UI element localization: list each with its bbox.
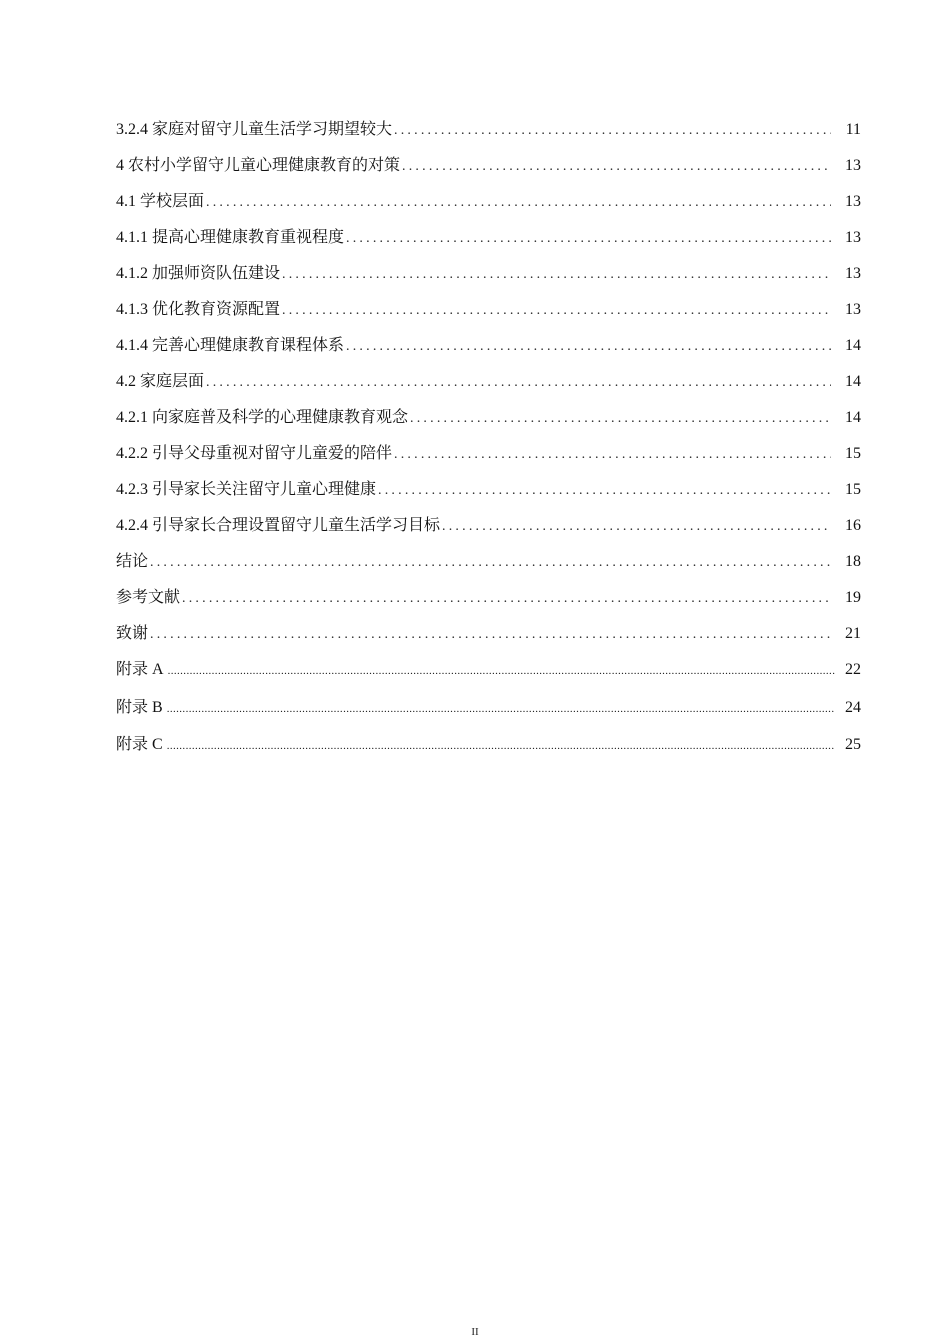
toc-entry[interactable] — [116, 624, 861, 660]
toc-leader-dots — [206, 373, 831, 393]
toc-leader-dots — [167, 699, 835, 719]
toc-leader-dots — [282, 301, 831, 321]
toc-entry-label: 4.1 学校层面 — [116, 193, 205, 210]
toc-entry[interactable] — [116, 372, 861, 408]
page-number: II — [471, 1326, 479, 1338]
toc-entry[interactable] — [116, 336, 861, 372]
toc-entry-label: 4.1.3 优化教育资源配置 — [116, 301, 281, 318]
toc-entry-page: 13 — [845, 301, 861, 318]
toc-leader-dots — [346, 337, 831, 357]
toc-leader-dots — [206, 193, 831, 213]
toc-entry[interactable] — [116, 300, 861, 336]
toc-entry-label: 4.2 家庭层面 — [116, 373, 205, 390]
toc-entry-page: 11 — [845, 121, 861, 138]
toc-entry[interactable] — [116, 408, 861, 444]
toc-entry-label: 4.2.4 引导家长合理设置留守儿童生活学习目标 — [116, 517, 441, 534]
toc-entry[interactable] — [116, 660, 861, 698]
toc-entry[interactable] — [116, 264, 861, 300]
toc-leader-dots — [150, 625, 831, 645]
toc-entry-page: 13 — [845, 265, 861, 282]
toc-entry-page: 18 — [845, 553, 861, 570]
toc-entry-page: 15 — [845, 445, 861, 462]
toc-entry-page: 14 — [845, 337, 861, 354]
toc-entry-page: 19 — [845, 589, 861, 606]
toc-entry-label: 4.1.2 加强师资队伍建设 — [116, 265, 281, 282]
toc-entry-page: 15 — [845, 481, 861, 498]
toc-entry[interactable] — [116, 120, 861, 156]
toc-entry[interactable] — [116, 192, 861, 228]
toc-leader-dots — [402, 157, 831, 177]
toc-entry-label: 4 农村小学留守儿童心理健康教育的对策 — [116, 157, 401, 174]
toc-entry-page: 16 — [845, 517, 861, 534]
toc-entry-label: 4.2.3 引导家长关注留守儿童心理健康 — [116, 481, 377, 498]
toc-entry-page: 14 — [845, 409, 861, 426]
toc-entry-page: 13 — [845, 229, 861, 246]
toc-entry-page: 24 — [845, 698, 861, 716]
toc-entry[interactable] — [116, 444, 861, 480]
toc-leader-dots — [168, 661, 835, 681]
toc-entry-label: 参考文献 — [116, 589, 181, 606]
toc-entry-label: 结论 — [116, 553, 149, 570]
toc-entry-label: 4.2.1 向家庭普及科学的心理健康教育观念 — [116, 409, 409, 426]
toc-entry[interactable] — [116, 516, 861, 552]
toc-entry[interactable] — [116, 735, 861, 773]
toc-entry-label: 致谢 — [116, 625, 149, 642]
toc-leader-dots — [346, 229, 831, 249]
toc-entry[interactable] — [116, 588, 861, 624]
toc-leader-dots — [150, 553, 831, 573]
toc-entry[interactable] — [116, 228, 861, 264]
toc-entry-page: 14 — [845, 373, 861, 390]
toc-leader-dots — [182, 589, 831, 609]
table-of-contents — [116, 120, 861, 773]
toc-entry[interactable] — [116, 698, 861, 736]
toc-entry-label: 3.2.4 家庭对留守儿童生活学习期望较大 — [116, 121, 393, 138]
toc-entry[interactable] — [116, 552, 861, 588]
toc-entry-page: 13 — [845, 193, 861, 210]
toc-leader-dots — [282, 265, 831, 285]
toc-entry-page: 13 — [845, 157, 861, 174]
toc-leader-dots — [378, 481, 831, 501]
toc-leader-dots — [394, 445, 831, 465]
toc-leader-dots — [410, 409, 831, 429]
toc-entry-page: 25 — [845, 736, 861, 753]
toc-entry-page: 21 — [845, 625, 861, 642]
toc-leader-dots — [442, 517, 831, 537]
toc-entry-label: 4.1.1 提高心理健康教育重视程度 — [116, 229, 345, 246]
toc-leader-dots — [167, 736, 835, 756]
toc-entry-label: 附录 B — [116, 698, 163, 716]
toc-entry[interactable] — [116, 480, 861, 516]
toc-entry-label: 4.2.2 引导父母重视对留守儿童爱的陪伴 — [116, 445, 393, 462]
toc-entry-label: 附录 A — [116, 661, 164, 678]
toc-entry-label: 4.1.4 完善心理健康教育课程体系 — [116, 337, 345, 354]
toc-entry[interactable] — [116, 156, 861, 192]
toc-leader-dots — [394, 121, 831, 141]
toc-entry-label: 附录 C — [116, 736, 163, 753]
toc-entry-page: 22 — [845, 661, 861, 678]
